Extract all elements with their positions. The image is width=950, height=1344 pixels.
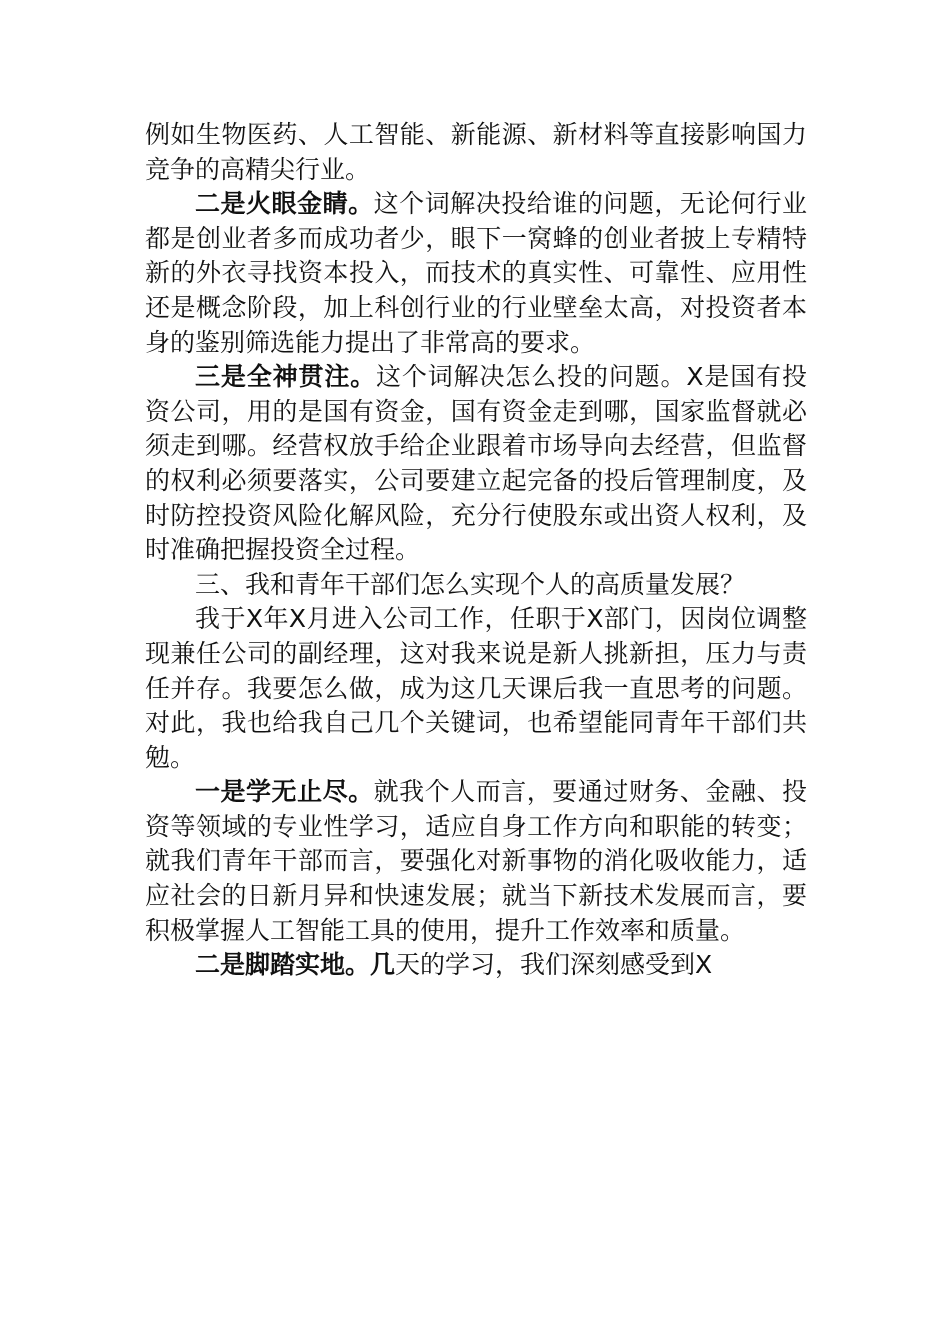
paragraph-4-text: 三、我和青年干部们怎么实现个人的高质量发展？ xyxy=(195,569,746,599)
paragraph-2 xyxy=(145,187,807,360)
paragraph-7-keyword: 二是脚踏实地。几 xyxy=(195,950,396,980)
paragraph-3 xyxy=(145,360,807,568)
paragraph-3-keyword: 三是全神贯注。 xyxy=(195,362,377,392)
paragraph-3-text: 这个词解决怎么投的问题。X是国有投资公司，用的是国有资金，国有资金走到哪，国家监督就必须走到哪。经营权放手给企业跟着市场导向去经营，但监督的权利必须要落实，公司要建立起完备的投后管理制度，及时防控投资风险化解风险，充分行使股东或出资人权利，及时准确把握投资全过程。 xyxy=(145,362,807,565)
paragraph-5 xyxy=(145,602,807,775)
paragraph-2-text: 这个词解决投给谁的问题，无论何行业都是创业者多而成功者少，眼下一窝蜂的创业者披上专精特新的外衣寻找资本投入，而技术的真实性、可靠性、应用性还是概念阶段，加上科创行业的行业壁垒太高，对投资者本身的鉴别筛选能力提出了非常高的要求。 xyxy=(145,189,807,357)
document-body xyxy=(145,118,807,983)
paragraph-1 xyxy=(145,118,807,187)
paragraph-6-text: 就我个人而言，要通过财务、金融、投资等领域的专业性学习，适应自身工作方向和职能的转变；就我们青年干部而言，要强化对新事物的消化吸收能力，适应社会的日新月异和快速发展；就当下新技术发展而言，要积极掌握人工智能工具的使用，提升工作效率和质量。 xyxy=(145,777,807,945)
paragraph-6 xyxy=(145,775,807,948)
paragraph-6-keyword: 一是学无止尽。 xyxy=(195,777,374,807)
paragraph-7-text: 天的学习，我们深刻感受到X xyxy=(395,950,713,980)
section-heading xyxy=(145,568,807,603)
paragraph-5-text: 我于X年X月进入公司工作，任职于X部门，因岗位调整现兼任公司的副经理，这对我来说是新人挑新担，压力与责任并存。我要怎么做，成为这几天课后我一直思考的问题。对此，我也给我自己几个关键词，也希望能同青年干部们共勉。 xyxy=(145,604,807,772)
paragraph-7 xyxy=(145,948,807,983)
paragraph-2-keyword: 二是火眼金睛。 xyxy=(195,189,374,219)
paragraph-1-text: 例如生物医药、人工智能、新能源、新材料等直接影响国力竞争的高精尖行业。 xyxy=(145,120,807,184)
